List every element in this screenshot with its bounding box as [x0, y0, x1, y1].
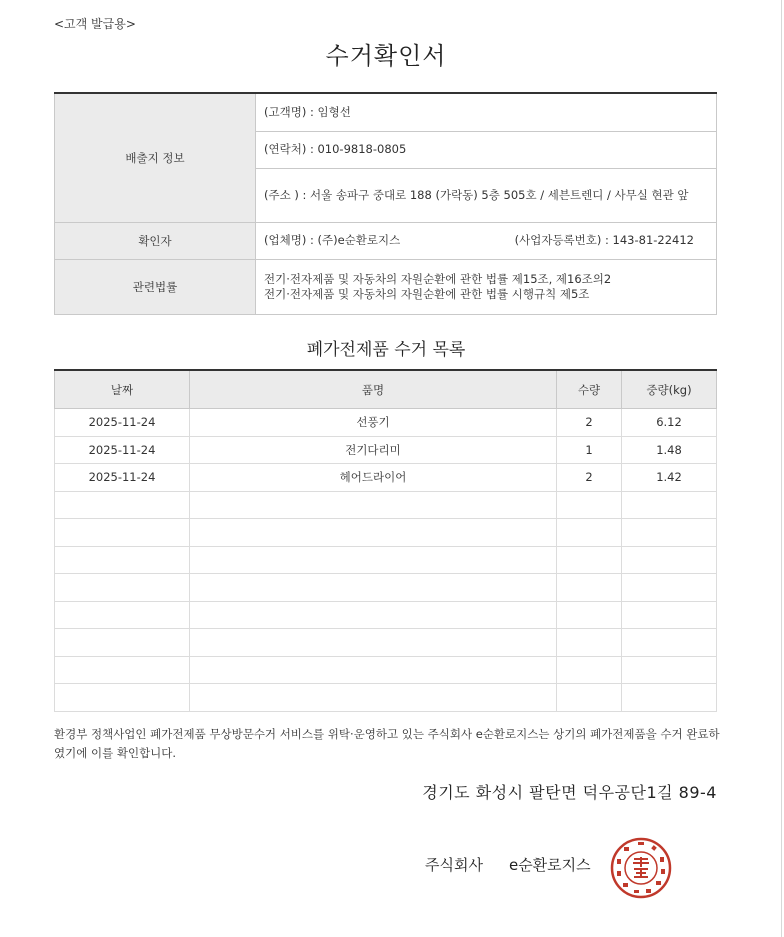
law-line-1: 전기·전자제품 및 자동차의 자원순환에 관한 법률 제15조, 제16조의2 — [264, 271, 612, 286]
item-name: 헤어드라이어 — [190, 464, 557, 492]
item-quantity: 2 — [557, 409, 622, 437]
item-date: 2025-11-24 — [55, 409, 190, 437]
collection-list-title: 폐가전제품 수거 목록 — [306, 340, 466, 360]
header-quantity: 수량 — [557, 370, 622, 409]
law-line-2: 전기·전자제품 및 자동차의 자원순환에 관한 법률 시행규칙 제5조 — [264, 286, 590, 301]
customer-name-value: (고객명) : 임형선 — [256, 93, 717, 131]
item-name: 선풍기 — [190, 409, 557, 437]
laws-label: 관련법률 — [55, 259, 256, 314]
table-row — [55, 464, 717, 492]
table-row — [55, 409, 717, 437]
confirmer-company: (업체명) : (주)e순환로지스 — [264, 233, 401, 247]
header-item-name: 품명 — [190, 370, 557, 409]
empty-table-row — [55, 546, 717, 574]
item-weight: 6.12 — [622, 409, 717, 437]
contact-value: (연락처) : 010-9818-0805 — [256, 131, 717, 168]
confirmation-notice: 환경부 정책사업인 폐가전제품 무상방문수거 서비스를 위탁·운영하고 있는 주식회사 e순환로지스는 상기의 폐가전제품을 수거 완료하였기에 이를 확인합니다. — [54, 727, 720, 760]
company-name: e순환로지스 — [508, 856, 591, 874]
customer-name-row — [55, 93, 717, 131]
empty-table-row — [55, 519, 717, 547]
collection-items-table — [54, 369, 717, 712]
confirmer-row — [55, 222, 717, 259]
company-signature — [425, 854, 591, 875]
page-edge-divider — [781, 0, 782, 937]
confirmer-label: 확인자 — [55, 222, 256, 259]
items-header-row — [55, 370, 717, 409]
business-registration-number: (사업자등록번호) : 143-81-22412 — [514, 233, 694, 247]
empty-table-row — [55, 601, 717, 629]
header-date: 날짜 — [55, 370, 190, 409]
copy-type-label: <고객 발급용> — [54, 17, 136, 31]
item-weight: 1.48 — [622, 436, 717, 464]
empty-table-row — [55, 629, 717, 657]
discharge-info-label: 배출지 정보 — [55, 93, 256, 222]
discharge-info-table — [54, 92, 717, 315]
item-weight: 1.42 — [622, 464, 717, 492]
item-quantity: 2 — [557, 464, 622, 492]
empty-table-row — [55, 491, 717, 519]
item-date: 2025-11-24 — [55, 436, 190, 464]
item-quantity: 1 — [557, 436, 622, 464]
address-value: (주소 ) : 서울 송파구 중대로 188 (가락동) 5층 505호 / 세븐트렌디 / 사무실 현관 앞 — [256, 168, 717, 222]
empty-table-row — [55, 656, 717, 684]
company-seal-icon — [610, 837, 672, 899]
empty-table-row — [55, 684, 717, 712]
company-type: 주식회사 — [425, 856, 483, 874]
company-address: 경기도 화성시 팔탄면 덕우공단1길 89-4 — [422, 783, 717, 802]
table-row — [55, 436, 717, 464]
empty-table-row — [55, 574, 717, 602]
header-weight: 중량(kg) — [622, 370, 717, 409]
laws-row — [55, 259, 717, 314]
item-date: 2025-11-24 — [55, 464, 190, 492]
document-title: 수거확인서 — [325, 42, 447, 70]
item-name: 전기다리미 — [190, 436, 557, 464]
